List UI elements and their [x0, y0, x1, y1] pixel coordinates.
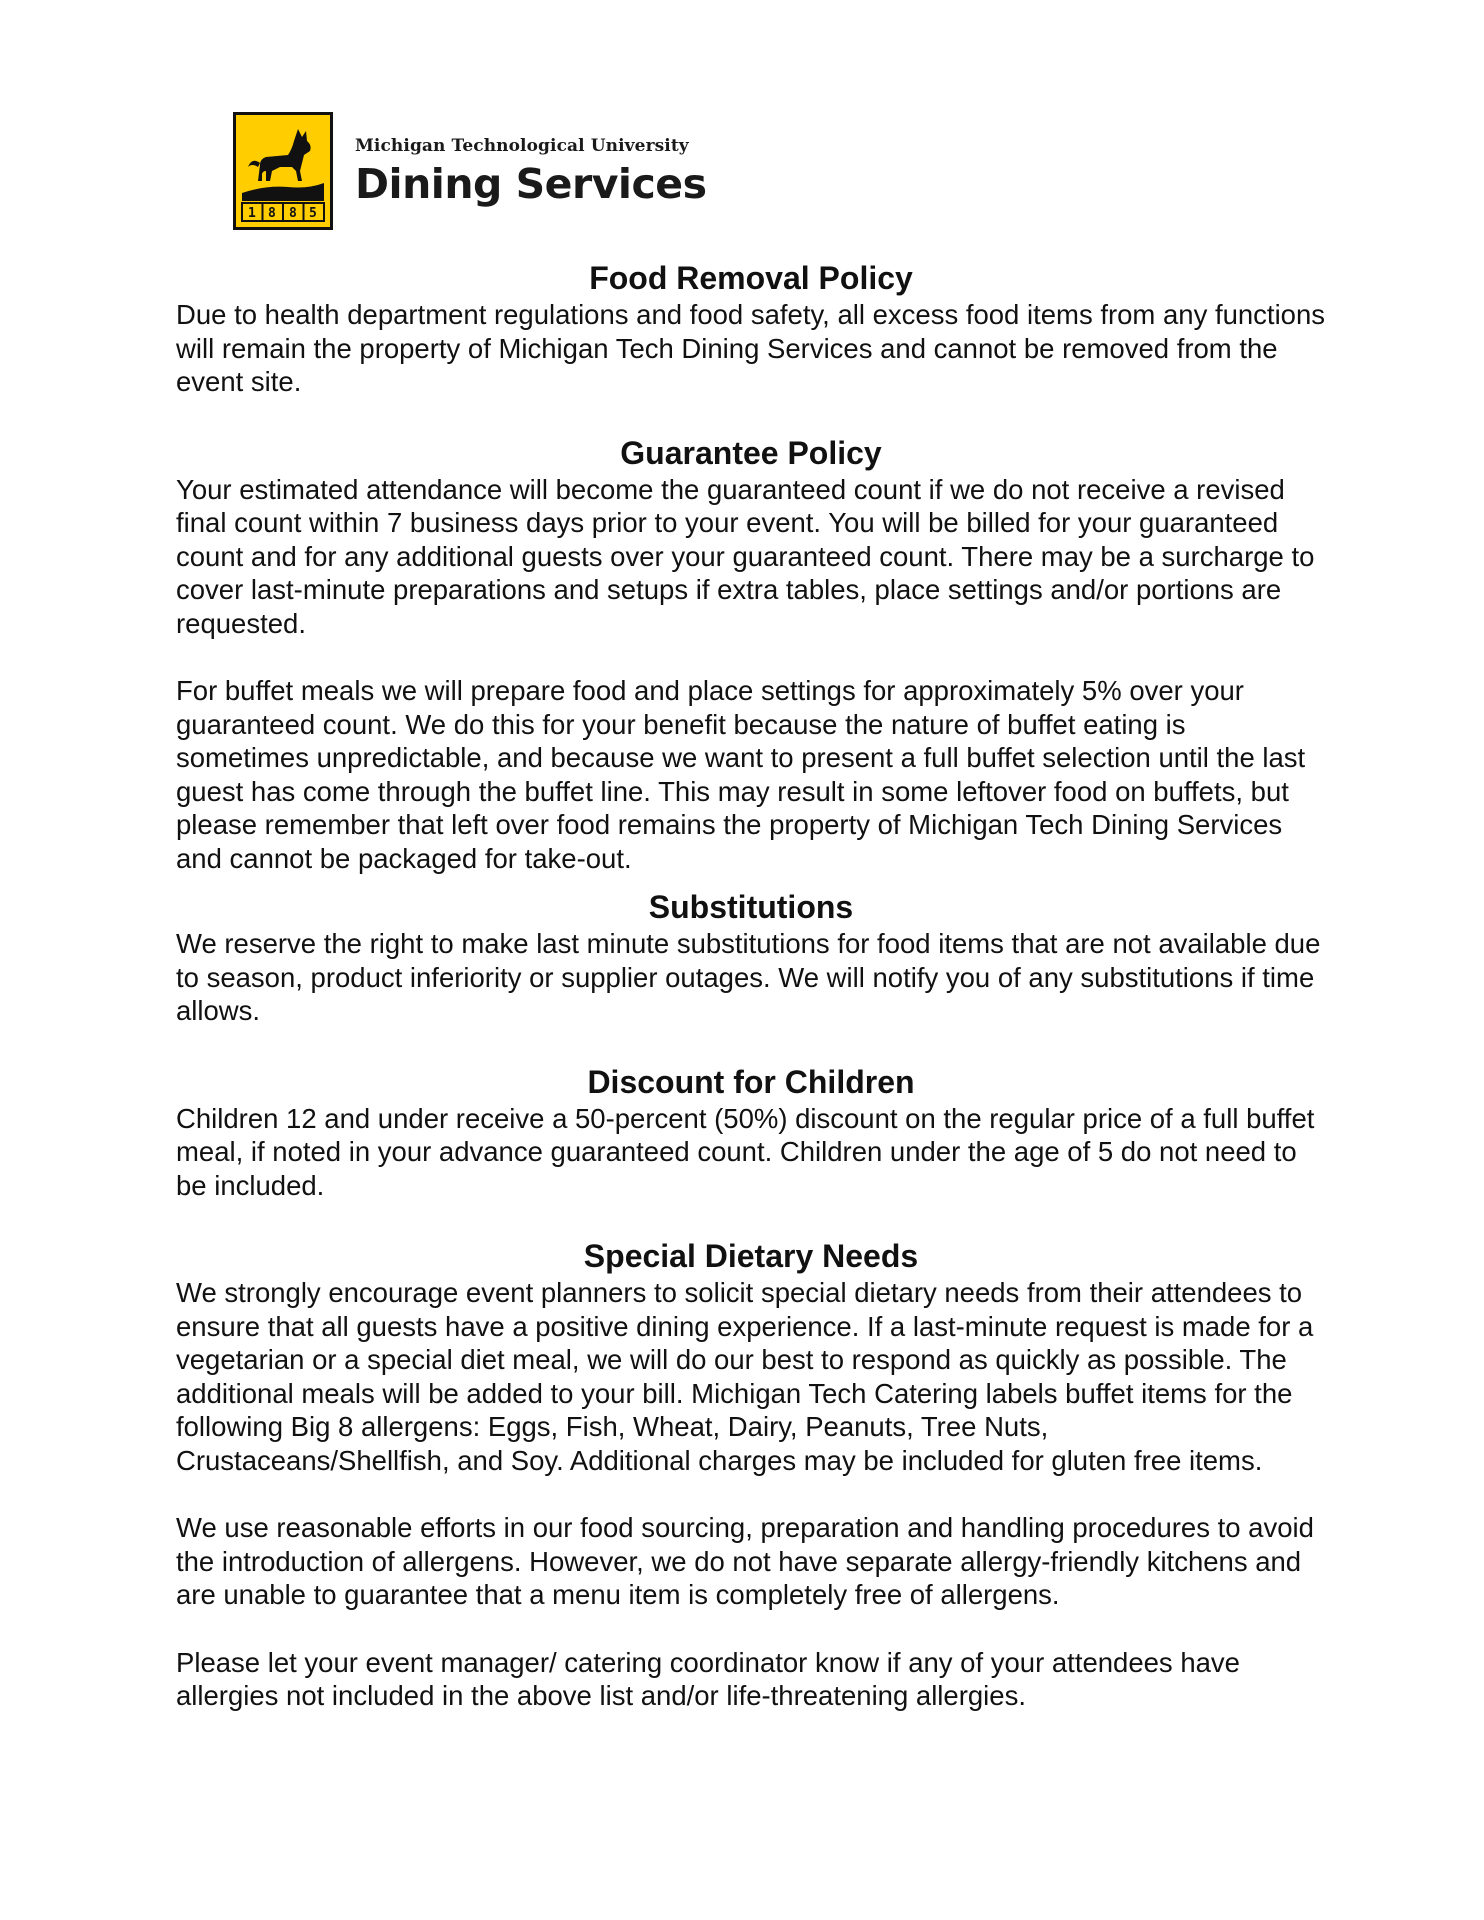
section-title: Food Removal Policy: [589, 260, 913, 296]
brand-wordmark: [355, 136, 707, 208]
section-food-removal: [176, 258, 1326, 399]
logo-year-digit-3: 8: [289, 206, 297, 221]
section-paragraph: Due to health department regulations and food safety, all excess food items from any functions will remain the property of Michigan Tech Dining Services and cannot be removed from the event site.: [176, 299, 1326, 397]
section-title: Substitutions: [648, 889, 854, 925]
section-paragraph: Children 12 and under receive a 50-percent (50%) discount on the regular price of a full buffet meal, if noted in your advance guaranteed count. Children under the age of 5 do not need to be included.: [176, 1102, 1315, 1201]
section-guarantee: [176, 433, 1326, 876]
section-paragraph: For buffet meals we will prepare food and place settings for approximately 5% over your guaranteed count. We do this for your benefit because the nature of buffet eating is sometimes unpredictable, and because we want to present a full buffet selection until the last guest has come through the buffet line. This may result in some leftover food on buffets, but please remember that left over food remains the property of Michigan Tech Dining Services and cannot be packaged for take-out.: [176, 675, 1306, 874]
section-paragraph: We strongly encourage event planners to solicit special dietary needs from their attendees to ensure that all guests have a positive dining experience. If a last-minute request is made for a vegetarian or a special diet meal, we will do our best to respond as quickly as possible. The additional meals will be added to your bill. Michigan Tech Catering labels buffet items for the following Big 8 allergens: Eggs, Fish, Wheat, Dairy, Peanuts, Tree Nuts, Crustaceans/Shellfish, and Soy. Additional charges may be included for gluten free items.: [176, 1277, 1314, 1476]
section-paragraph: Please let your event manager/ catering coordinator know if any of your attendees have allergies not included in the above list and/or life-threatening allergies.: [176, 1646, 1240, 1711]
logo-year-digit-4: 5: [309, 206, 317, 221]
section-paragraph: We use reasonable efforts in our food sourcing, preparation and handling procedures to avoid the introduction of allergens. However, we do not have separate allergy-friendly kitchens and are unable to guarantee that a menu item is completely free of allergens.: [176, 1512, 1314, 1610]
logo-year-digit-2: 8: [268, 206, 276, 221]
section-substitutions: [176, 887, 1326, 1028]
section-discount-children: [176, 1062, 1326, 1203]
section-paragraph: We reserve the right to make last minute substitutions for food items that are not available due to season, product inferiority or supplier outages. We will notify you of any substitutions if time allows.: [176, 928, 1321, 1026]
logo-year-digit-1: 1: [248, 206, 256, 221]
university-name: Michigan Technological University: [355, 136, 689, 156]
husky-icon: [236, 115, 330, 227]
section-title: Discount for Children: [587, 1063, 915, 1100]
section-special-dietary: [176, 1236, 1326, 1713]
policy-content: [176, 258, 1326, 1713]
section-title: Special Dietary Needs: [583, 1238, 919, 1274]
section-paragraph: Your estimated attendance will become the guaranteed count if we do not receive a revised final count within 7 business days prior to your event. You will be billed for your guaranteed count and for any additional guests over your guaranteed count. There may be a surcharge to cover last-minute preparations and setups if extra tables, place settings and/or portions are requested.: [176, 473, 1315, 639]
department-name: Dining Services: [355, 160, 707, 208]
husky-logo: [233, 112, 333, 230]
section-title: Guarantee Policy: [620, 434, 882, 471]
